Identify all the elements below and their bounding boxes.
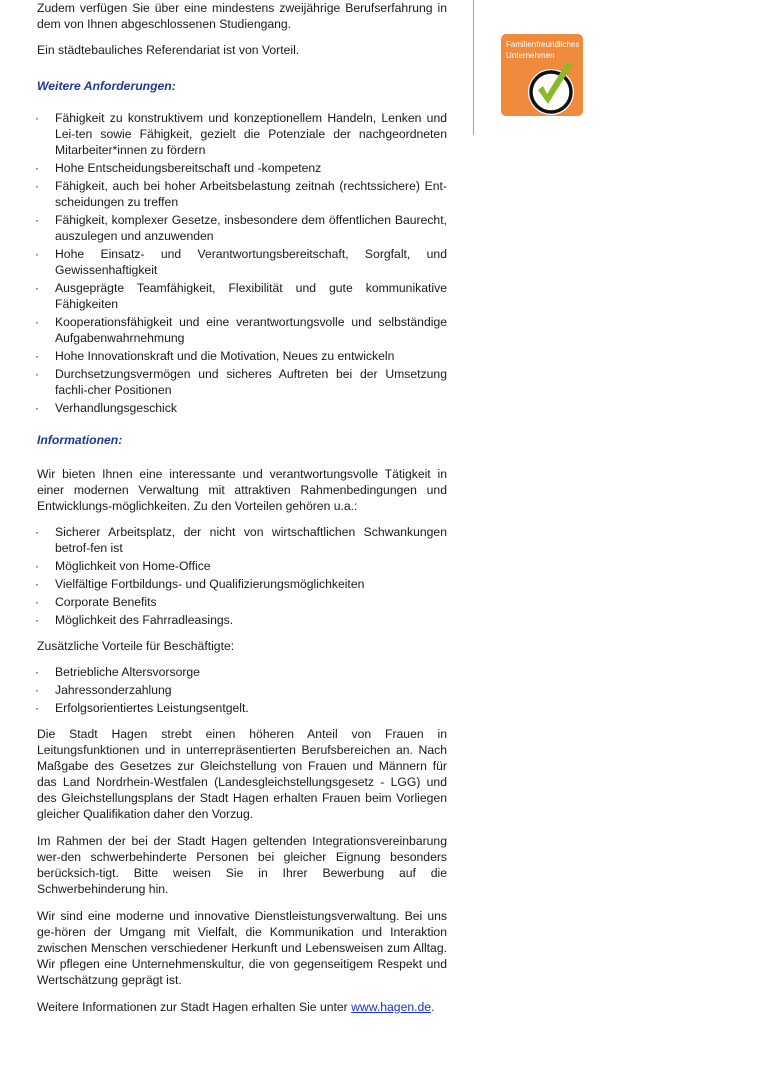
bullet-icon: · [35,701,40,715]
list-item: · Fähigkeit, auch bei hoher Arbeitsbelastung zeitnah (rechtssichere) Ent-scheidungen zu treffen [35,179,447,209]
bullet-icon: · [35,111,40,125]
bullet-icon: · [35,281,40,295]
list-item: · Fähigkeit zu konstruktivem und konzeptionellem Handeln, Lenken und Lei-ten sowie Fähigkeit, gezielt die Potenziale der nachgeordneten Mitarbeiter*innen zu fördern [35,111,447,157]
bullet-icon: · [35,401,40,415]
extra-benefits-intro: Zusätzliche Vorteile für Beschäftigte: [37,639,235,653]
bullet-icon: · [35,559,40,573]
vertical-divider [473,0,474,135]
logo-text-line2: Unternehmen [506,51,555,60]
disability-statement: Im Rahmen der bei der Stadt Hagen geltenden Integrationsvereinbarung wer-den schwerbehinderte Personen bei gleicher Eignung besonders berücksich-tigt. Bitte weisen Sie in Ihrer Bewerbung auf die Schwerbehinderung hin. [37,834,447,896]
list-item: · Hohe Entscheidungsbereitschaft und -kompetenz [35,161,322,175]
bullet-icon: · [35,577,40,591]
logo-text-line1: Familienfreundliches [506,40,580,49]
bullet-icon: · [35,213,40,227]
requirements-heading: Weitere Anforderungen: [37,79,176,93]
list-item: · Hohe Einsatz- und Verantwortungsbereitschaft, Sorgfalt, und Gewissenhaftigkeit [35,247,447,277]
list-item: · Möglichkeit des Fahrradleasings. [35,613,234,627]
bullet-icon: · [35,595,40,609]
extra-benefits-list [37,664,447,716]
information-heading: Informationen: [37,433,123,447]
list-item: · Kooperationsfähigkeit und eine verantwortungsvolle und selbständige Aufgabenwahrnehmung [35,315,447,345]
bullet-icon: · [35,349,40,363]
more-info: Weitere Informationen zur Stadt Hagen erhalten Sie unter www.hagen.de. [37,1000,435,1014]
list-item: · Fähigkeit, komplexer Gesetze, insbesondere dem öffentlichen Baurecht, auszulegen und anzuwenden [35,213,447,243]
list-item: · Ausgeprägte Teamfähigkeit, Flexibilität und gute kommunikative Fähigkeiten [35,281,447,311]
list-item: · Sicherer Arbeitsplatz, der nicht von wirtschaftlichen Schwankungen betrof-fen ist [35,525,447,555]
bullet-icon: · [35,315,40,329]
bullet-icon: · [35,161,40,175]
list-item: · Verhandlungsgeschick [35,401,177,415]
list-item: · Durchsetzungsvermögen und sicheres Auftreten bei der Umsetzung fachli-cher Positionen [35,367,447,397]
family-friendly-logo [501,34,583,116]
bullet-icon: · [35,613,40,627]
bullet-icon: · [35,683,40,697]
equality-statement: Die Stadt Hagen strebt einen höheren Anteil von Frauen in Leitungsfunktionen und in unterrepräsentierten Berufsbereichen an. Nach Maßgabe des Gesetzes zur Gleichstellung von Frauen und Männern für das Land Nordrhein-Westfalen (Landesgleichstellungsgesetz - LGG) und des Gleichstellungsplans der Stadt Hagen erhalten Frauen beim Vorliegen gleicher Qualifikation daher den Vorzug. [37,727,447,821]
benefits-list [37,524,447,628]
intro-experience: Zudem verfügen Sie über eine mindestens zweijährige Berufserfahrung in dem von Ihnen abgeschlossenen Studiengang. [37,1,447,31]
bullet-icon: · [35,525,40,539]
information-intro: Wir bieten Ihnen eine interessante und verantwortungsvolle Tätigkeit in einer modernen Verwaltung mit attraktiven Rahmenbedingungen und Entwicklungs-möglichkeiten. Zu den Vorteilen gehören u.a.: [37,467,447,513]
list-item: · Hohe Innovationskraft und die Motivation, Neues zu entwickeln [35,349,395,363]
diversity-statement: Wir sind eine moderne und innovative Dienstleistungsverwaltung. Bei uns ge-hören der Umgang mit Vielfalt, die Kommunikation und Interaktion zwischen Menschen verschiedener Herkunft und Lebensweisen zum Alltag. Wir pflegen eine Unternehmenskultur, die von gegenseitigem Respekt und Wertschätzung geprägt ist. [37,909,447,987]
hagen-website-link[interactable]: www.hagen.de [351,1000,432,1014]
bullet-icon: · [35,179,40,193]
intro-referendariat: Ein städtebauliches Referendariat ist von Vorteil. [37,43,300,57]
list-item: · Vielfältige Fortbildungs- und Qualifizierungsmöglichkeiten [35,577,365,591]
bullet-icon: · [35,247,40,261]
bullet-icon: · [35,367,40,381]
requirements-list [37,110,447,416]
list-item: · Corporate Benefits [35,595,157,609]
job-posting-content [37,0,447,1015]
bullet-icon: · [35,665,40,679]
list-item: · Betriebliche Altersvorsorge [35,665,200,679]
list-item: · Möglichkeit von Home-Office [35,559,211,573]
list-item: · Erfolgsorientiertes Leistungsentgelt. [35,701,249,715]
list-item: · Jahressonderzahlung [35,683,172,697]
